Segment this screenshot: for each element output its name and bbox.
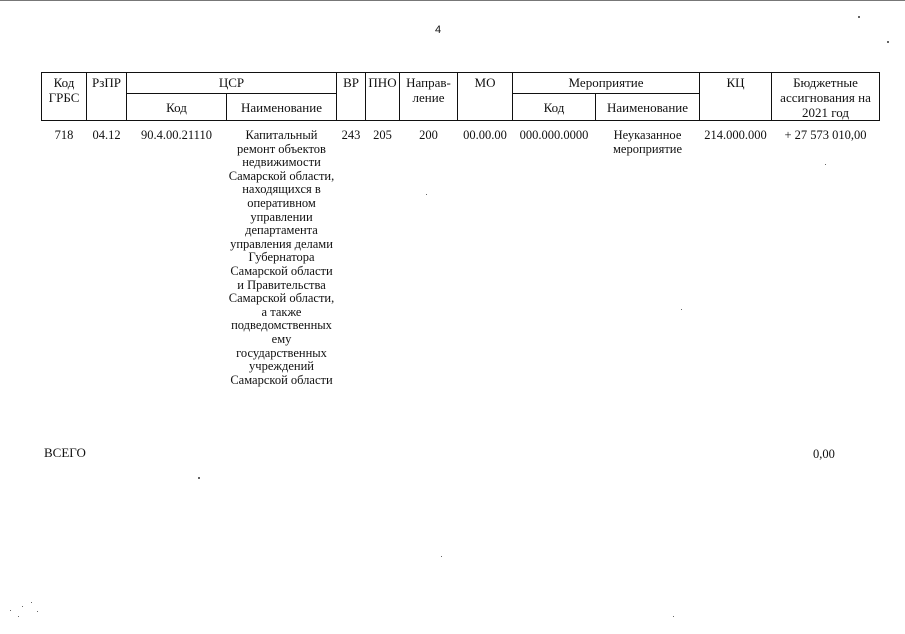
cell-kc: 214.000.000 xyxy=(704,128,767,142)
scan-speck xyxy=(441,556,442,557)
header-csr-kod: Код xyxy=(127,94,227,121)
header-row-top xyxy=(42,73,880,94)
scan-speck xyxy=(22,606,23,607)
header-mer-name: Наименование xyxy=(596,94,700,121)
top-rule xyxy=(0,0,905,1)
total-label: ВСЕГО xyxy=(44,445,86,460)
header-meropriyatie: Мероприятие xyxy=(513,73,700,94)
cell-vr: 243 xyxy=(341,128,361,142)
cell-pno: 205 xyxy=(373,128,392,142)
cell-csr-name: Капитальный ремонт объектов недвижимости Самарской области, находящихся в оперативном управлении департамента управления делами Губернатора Самарской области и Правительства Самарской области, а также подведомственных ему государственных учреждений Самарской области xyxy=(228,128,335,387)
header-mo: МО xyxy=(458,73,513,121)
page-number: 4 xyxy=(434,24,442,36)
scan-speck xyxy=(18,616,19,617)
table-row xyxy=(42,121,880,388)
cell-csr-kod: 90.4.00.21110 xyxy=(141,128,212,142)
header-kod-grbs: Код ГРБС xyxy=(42,73,87,121)
scan-speck xyxy=(198,477,200,479)
header-kc: КЦ xyxy=(700,73,772,121)
budget-table xyxy=(41,72,880,387)
header-mer-kod: Код xyxy=(513,94,596,121)
scan-speck xyxy=(37,611,38,612)
header-budget: Бюджетные ассигнования на 2021 год xyxy=(772,73,880,121)
cell-kod-grbs: 718 xyxy=(54,128,74,142)
scan-speck xyxy=(858,16,860,18)
scan-speck xyxy=(10,610,11,611)
scan-speck xyxy=(426,194,427,195)
header-rzpr: РзПР xyxy=(87,73,127,121)
cell-budget: + 27 573 010,00 xyxy=(784,128,867,142)
header-csr-name: Наименование xyxy=(227,94,337,121)
header-napravlenie: Направ- ление xyxy=(400,73,458,121)
cell-napravlenie: 200 xyxy=(419,128,438,142)
cell-mer-kod: 000.000.0000 xyxy=(519,128,589,142)
scan-speck xyxy=(673,616,674,617)
scan-speck xyxy=(825,164,826,165)
total-value: 0,00 xyxy=(813,447,835,461)
scan-speck xyxy=(681,309,682,310)
cell-mo: 00.00.00 xyxy=(463,128,507,142)
header-pno: ПНО xyxy=(366,73,400,121)
scan-speck xyxy=(887,41,889,43)
cell-rzpr: 04.12 xyxy=(92,128,121,142)
scan-speck xyxy=(31,602,32,603)
header-csr: ЦСР xyxy=(127,73,337,94)
header-vr: ВР xyxy=(337,73,366,121)
cell-mer-name: Неуказанное мероприятие xyxy=(612,128,683,156)
